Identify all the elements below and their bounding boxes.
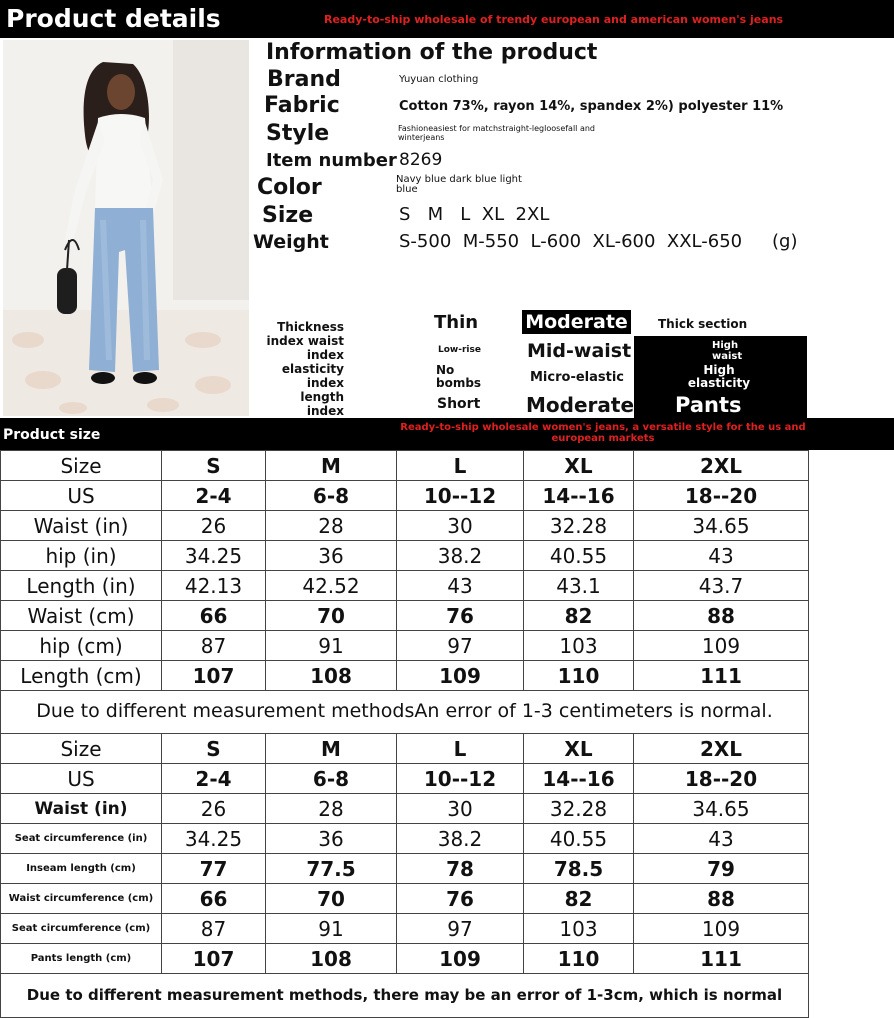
thickness-thin: Thin <box>434 312 479 333</box>
table-cell: Size <box>1 734 162 764</box>
table-cell: 70 <box>266 601 397 631</box>
table-cell: 36 <box>266 541 397 571</box>
table-cell: 103 <box>524 914 634 944</box>
table-cell: 18--20 <box>634 481 809 511</box>
table-cell: 88 <box>634 601 809 631</box>
table-cell: Inseam length (cm) <box>1 854 162 884</box>
weight-label: Weight <box>253 231 329 253</box>
table-cell: Seat circumference (cm) <box>1 914 162 944</box>
table-cell: 109 <box>397 944 524 974</box>
table-cell: 42.13 <box>162 571 266 601</box>
table-cell: Seat circumference (in) <box>1 824 162 854</box>
brand-label: Brand <box>267 67 341 92</box>
table-cell: Pants length (cm) <box>1 944 162 974</box>
table-row <box>1 944 809 974</box>
table-cell: 91 <box>266 914 397 944</box>
table-cell: Waist circumference (cm) <box>1 884 162 914</box>
top-header-bar <box>0 0 894 38</box>
table-cell: XL <box>524 451 634 481</box>
color-value: Navy blue dark blue light blue <box>396 174 522 195</box>
table-cell: 88 <box>634 884 809 914</box>
table-cell: 107 <box>162 944 266 974</box>
table-row <box>1 794 809 824</box>
table-cell: 87 <box>162 914 266 944</box>
table-cell: Size <box>1 451 162 481</box>
table-cell: 2XL <box>634 451 809 481</box>
table-cell: 77 <box>162 854 266 884</box>
table-row <box>1 601 809 631</box>
table-row <box>1 914 809 944</box>
index-labels: Thickness index waist index elasticity index length index <box>266 320 344 418</box>
table-cell: 14--16 <box>524 764 634 794</box>
table-cell: Length (in) <box>1 571 162 601</box>
table-cell: 42.52 <box>266 571 397 601</box>
table-cell: 91 <box>266 631 397 661</box>
table-cell: 30 <box>397 794 524 824</box>
table-cell: 36 <box>266 824 397 854</box>
table-cell: 2XL <box>634 734 809 764</box>
table-cell: 32.28 <box>524 794 634 824</box>
table-cell: 43 <box>634 541 809 571</box>
product-photo <box>3 40 249 416</box>
waist-high: High waist <box>712 340 743 362</box>
table-header-row <box>1 451 809 481</box>
table-cell: S <box>162 451 266 481</box>
table-row <box>1 511 809 541</box>
table-cell: 79 <box>634 854 809 884</box>
size-label: Size <box>262 203 314 228</box>
info-heading: Information of the product <box>266 40 598 65</box>
table-cell: 43 <box>634 824 809 854</box>
table-cell: M <box>266 451 397 481</box>
table-row <box>1 631 809 661</box>
table-cell: 109 <box>397 661 524 691</box>
table-cell: hip (in) <box>1 541 162 571</box>
table-cell: 107 <box>162 661 266 691</box>
table-cell: 110 <box>524 944 634 974</box>
table-row <box>1 481 809 511</box>
table-cell: 34.65 <box>634 794 809 824</box>
table-cell: 78.5 <box>524 854 634 884</box>
table-cell: 87 <box>162 631 266 661</box>
table-cell: 2-4 <box>162 481 266 511</box>
table-cell: 66 <box>162 884 266 914</box>
table-cell: 66 <box>162 601 266 631</box>
table-cell: 103 <box>524 631 634 661</box>
table-cell: M <box>266 734 397 764</box>
elasticity-none: No bombs <box>436 363 482 390</box>
table-cell: 18--20 <box>634 764 809 794</box>
waist-mid-selected: Mid-waist <box>527 340 632 362</box>
table-cell: 97 <box>397 631 524 661</box>
table-cell: 40.55 <box>524 824 634 854</box>
style-label: Style <box>266 121 330 146</box>
table-cell: 10--12 <box>397 481 524 511</box>
page-title: Product details <box>6 4 221 33</box>
table-row <box>1 824 809 854</box>
table-cell: 77.5 <box>266 854 397 884</box>
table-cell: 30 <box>397 511 524 541</box>
table-cell: US <box>1 764 162 794</box>
table-cell: 6-8 <box>266 481 397 511</box>
table-cell: Waist (in) <box>1 511 162 541</box>
table-cell: 14--16 <box>524 481 634 511</box>
table-cell: Waist (cm) <box>1 601 162 631</box>
size-section-title: Product size <box>3 427 101 443</box>
table-header-row <box>1 734 809 764</box>
table-row <box>1 541 809 571</box>
table-cell: L <box>397 734 524 764</box>
table-cell: 108 <box>266 661 397 691</box>
table-cell: 38.2 <box>397 541 524 571</box>
page-subtitle: Ready-to-ship wholesale of trendy european and american women's jeans <box>324 13 784 26</box>
table-cell: 34.25 <box>162 824 266 854</box>
size-table-detailed <box>0 733 809 974</box>
table-cell: 97 <box>397 914 524 944</box>
table-row <box>1 764 809 794</box>
elasticity-micro: Micro-elastic <box>530 370 624 385</box>
table-cell: 26 <box>162 511 266 541</box>
table-row <box>1 571 809 601</box>
table-cell: Waist (in) <box>1 794 162 824</box>
size-header-bar <box>0 418 894 450</box>
table-cell: 10--12 <box>397 764 524 794</box>
table-cell: 76 <box>397 601 524 631</box>
measurement-note-2: Due to different measurement methods, there may be an error of 1-3cm, which is normal <box>0 973 809 1018</box>
table-cell: 82 <box>524 601 634 631</box>
table-cell: 32.28 <box>524 511 634 541</box>
weight-value: S-500 M-550 L-600 XL-600 XXL-650 <box>399 231 743 252</box>
table-cell: L <box>397 451 524 481</box>
thickness-moderate-selected: Moderate <box>522 310 631 334</box>
table-cell: hip (cm) <box>1 631 162 661</box>
table-cell: S <box>162 734 266 764</box>
table-cell: 6-8 <box>266 764 397 794</box>
fabric-label: Fabric <box>264 93 340 118</box>
color-label: Color <box>257 175 322 200</box>
table-cell: US <box>1 481 162 511</box>
table-cell: 28 <box>266 511 397 541</box>
length-pants: Pants <box>675 393 742 417</box>
thickness-thick: Thick section <box>658 317 748 331</box>
table-cell: 111 <box>634 944 809 974</box>
table-cell: 111 <box>634 661 809 691</box>
table-cell: 43.7 <box>634 571 809 601</box>
table-row <box>1 884 809 914</box>
size-table-inches <box>0 450 809 691</box>
table-cell: 110 <box>524 661 634 691</box>
table-cell: 43 <box>397 571 524 601</box>
size-value: S M L XL 2XL <box>399 204 550 225</box>
table-cell: 38.2 <box>397 824 524 854</box>
table-row <box>1 661 809 691</box>
table-cell: 34.25 <box>162 541 266 571</box>
table-row <box>1 854 809 884</box>
table-cell: 82 <box>524 884 634 914</box>
style-value: Fashioneasiest for matchstraight-legloosefall and winterjeans <box>398 124 595 142</box>
waist-low-rise: Low-rise <box>438 345 481 355</box>
table-cell: 26 <box>162 794 266 824</box>
brand-value: Yuyuan clothing <box>399 74 479 85</box>
item-number-label: Item number <box>266 150 397 171</box>
table-cell: 76 <box>397 884 524 914</box>
table-cell: 43.1 <box>524 571 634 601</box>
table-cell: 78 <box>397 854 524 884</box>
fabric-value: Cotton 73%, rayon 14%, spandex 2%) polyester 11% <box>399 99 784 114</box>
table-cell: 40.55 <box>524 541 634 571</box>
table-cell: 28 <box>266 794 397 824</box>
table-cell: 109 <box>634 914 809 944</box>
length-short: Short <box>437 396 481 412</box>
table-cell: XL <box>524 734 634 764</box>
size-section-subtitle: Ready-to-ship wholesale women's jeans, a versatile style for the us and european markets <box>400 422 806 444</box>
table-cell: 70 <box>266 884 397 914</box>
table-cell: 34.65 <box>634 511 809 541</box>
table-cell: 109 <box>634 631 809 661</box>
length-moderate: Moderate <box>526 393 635 417</box>
table-cell: 2-4 <box>162 764 266 794</box>
table-cell: 108 <box>266 944 397 974</box>
item-number-value: 8269 <box>399 150 443 170</box>
measurement-note-1: Due to different measurement methodsAn error of 1-3 centimeters is normal. <box>0 690 809 733</box>
elasticity-high: High elasticity <box>687 363 751 390</box>
weight-unit: (g) <box>772 231 798 252</box>
table-cell: Length (cm) <box>1 661 162 691</box>
